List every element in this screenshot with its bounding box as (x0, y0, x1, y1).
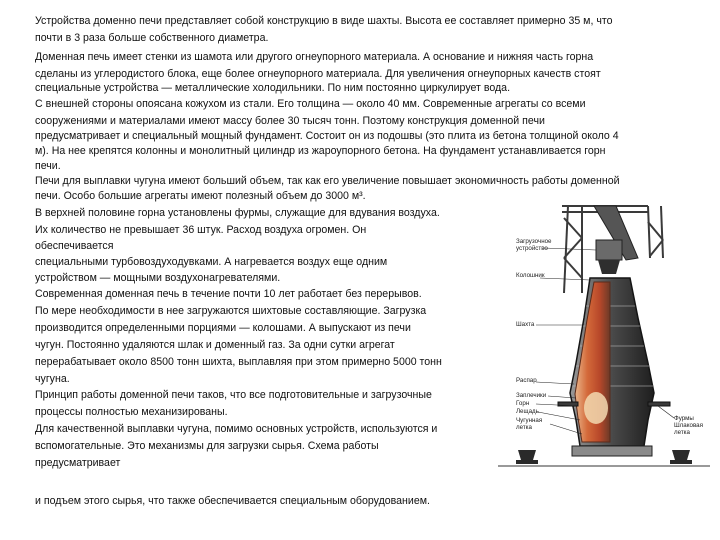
label-shaft: Шахта (516, 321, 535, 328)
label-slag-notch: Шлаковая (674, 422, 703, 429)
line-18: Современная доменная печь в течение почти 10 лет работает без перерывов. (35, 288, 422, 300)
line-24: Принцип работы доменной печи таков, что все подготовительные и загрузочные (35, 389, 432, 401)
line-25: процессы полностью механизированы. (35, 406, 228, 418)
line-3: Доменная печь имеет стенки из шамота или другого огнеупорного материала. А основание и нижняя часть горна (35, 51, 594, 63)
line-8: предусматривает и специальный мощный фундамент. Состоит он из подошвы (это плита из бетона толщиной около 4 (35, 130, 619, 142)
line-4: сделаны из углеродистого блока, еще более огнеупорного материала. Для увеличения огнеупорных качеств стоят (35, 68, 601, 80)
line-11: Печи для выплавки чугуна имеют больший объем, так как его увеличение повышает экономичность работы доменной (35, 175, 620, 187)
line-7: сооружениями и материалами имеют массу более 30 тысяч тонн. Поэтому конструкция доменной печи (35, 115, 545, 127)
line-27: вспомогательные. Это механизмы для загрузки сырья. Схема работы (35, 440, 379, 452)
line-13: В верхней половине горна установлены фурмы, служащие для вдувания воздуха. (35, 207, 440, 219)
line-28: предусматривает (35, 457, 121, 469)
line-12: печи. Особо большие агрегаты имеют полезный объем до 3000 м³. (35, 190, 366, 202)
label-iron-notch-2: летка (516, 424, 532, 431)
label-charging-device-2: устройство (516, 245, 548, 252)
blast-furnace-diagram (498, 198, 710, 476)
line-23: чугуна. (35, 373, 70, 385)
line-1: Устройства доменно печи представляет собой конструкцию в виде шахты. Высота ее составляет примерно 35 м, что (35, 15, 613, 27)
line-2: почти в 3 раза больше собственного диаметра. (35, 32, 269, 44)
label-bottom: Лещадь (516, 408, 539, 415)
label-bosh-top: Распар (516, 377, 537, 384)
label-bosh: Заплечики (516, 392, 547, 399)
label-slag-notch-2: летка (674, 429, 690, 436)
line-9: м). На нее крепятся колонны и монолитный цилиндр из жароупорного бетона. На фундамент устанавливается горн (35, 145, 606, 157)
label-charging-device: Загрузочное (516, 238, 552, 245)
line-16: специальными турбовоздуходувками. А нагревается воздух еще одним (35, 256, 388, 268)
line-10: печи. (35, 160, 61, 172)
line-29: и подъем этого сырья, что также обеспечивается специальным оборудованием. (35, 495, 430, 507)
line-17: устройством — мощными воздухонагревателями. (35, 272, 281, 284)
label-hearth: Горн (516, 400, 530, 407)
line-14: Их количество не превышает 36 штук. Расход воздуха огромен. Он (35, 224, 367, 236)
line-20: производится определенными порциями — колошами. А выпускают из печи (35, 322, 411, 334)
label-tuyeres: Фурмы (674, 415, 694, 422)
line-15: обеспечивается (35, 240, 114, 252)
line-26: Для качественной выплавки чугуна, помимо основных устройств, используются и (35, 423, 438, 435)
line-5: специальные устройства — металлические холодильники. По ним постоянно циркулирует вода. (35, 82, 511, 94)
blast-furnace-drawing (498, 198, 710, 476)
right-frame (648, 206, 663, 258)
line-21: чугун. Постоянно удаляются шлак и доменный газ. За одни сутки агрегат (35, 339, 395, 351)
label-iron-notch: Чугунная (516, 417, 543, 424)
line-6: С внешней стороны опоясана кожухом из стали. Его толщина — около 40 мм. Современные агрегаты со всеми (35, 98, 586, 110)
line-19: По мере необходимости в нее загружаются шихтовые составляющие. Загрузка (35, 305, 427, 317)
label-throat: Колошник (516, 272, 545, 279)
line-22: перерабатывает около 8500 тонн шихта, выплавляя при этом примерно 5000 тонн (35, 356, 442, 368)
